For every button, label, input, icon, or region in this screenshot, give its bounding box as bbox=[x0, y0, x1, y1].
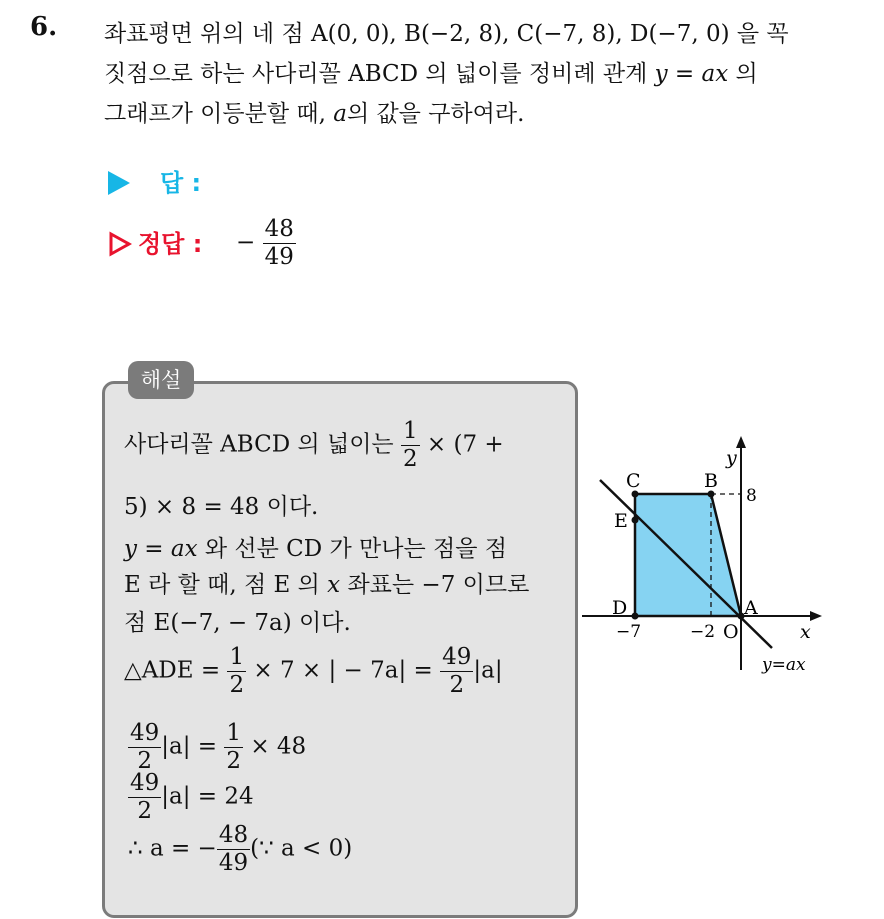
x-axis-arrow-icon bbox=[810, 611, 822, 621]
label-e: E bbox=[614, 510, 628, 532]
tick-y-8: 8 bbox=[746, 486, 757, 506]
trapezoid-abcd bbox=[635, 494, 741, 616]
point-d bbox=[632, 613, 639, 620]
label-line-eq: y=ax bbox=[762, 655, 806, 675]
outline-arrow-icon bbox=[108, 231, 132, 257]
y-axis-arrow-icon bbox=[736, 436, 746, 448]
solution-line-1: 사다리꼴 ABCD 의 넓이는 $\frac{1}{2}$ × (7 + bbox=[124, 418, 504, 472]
solution-line-6: △ADE = $\frac{1}{2}$ × 7 × | − 7a| = $\frac{49}{2}$ |a| bbox=[124, 644, 503, 698]
question-text bbox=[104, 14, 864, 134]
point-e bbox=[632, 517, 639, 524]
question-line-3: 그래프가 이등분할 때, a의 값을 구하여라. bbox=[104, 101, 525, 127]
label-b: B bbox=[704, 470, 718, 492]
label-x-axis: x bbox=[800, 621, 811, 643]
question-equation: y = ax bbox=[654, 61, 729, 87]
correct-answer-value: − $\frac{48}{49}$ bbox=[236, 216, 294, 270]
question-line-1: 좌표평면 위의 네 점 A(0, 0), B(−2, 8), C(−7, 8), D(−7, 0) 을 꼭 bbox=[104, 21, 789, 47]
tick-x-neg2: −2 bbox=[690, 622, 716, 642]
label-c: C bbox=[626, 470, 641, 492]
question-line-2: 짓점으로 하는 사다리꼴 ABCD 의 넓이를 정비례 관계 y = ax 의 bbox=[104, 61, 758, 87]
tick-x-neg7: −7 bbox=[616, 622, 642, 642]
solution-line-5: 점 E(−7, − 7a) 이다. bbox=[124, 610, 351, 636]
answer-arrow-icon bbox=[108, 171, 130, 195]
solution-line-2: 5) × 8 = 48 이다. bbox=[124, 494, 319, 520]
solution-line-8: $\frac{49}{2}$ |a| = 24 bbox=[130, 770, 254, 824]
solution-tag: 해설 bbox=[128, 361, 194, 399]
label-d: D bbox=[612, 597, 628, 619]
label-y-axis: y bbox=[726, 447, 737, 469]
label-a: A bbox=[744, 597, 758, 619]
solution-line-7: $\frac{49}{2}$ |a| = $\frac{1}{2}$ × 48 bbox=[130, 720, 307, 774]
solution-line-9: ∴ a = − $\frac{48}{49}$ (∵ a < 0) bbox=[128, 822, 353, 876]
answer-label: 답 : bbox=[108, 163, 201, 198]
question-number: 6. bbox=[30, 12, 58, 42]
solution-line-3: y = ax 와 선분 CD 가 만나는 점을 점 bbox=[124, 536, 507, 562]
solution-line-4: E 라 할 때, 점 E 의 x 좌표는 −7 이므로 bbox=[124, 572, 530, 598]
correct-answer-label: 정답 : bbox=[108, 224, 202, 259]
coordinate-graph bbox=[576, 430, 830, 680]
label-o: O bbox=[723, 621, 739, 643]
